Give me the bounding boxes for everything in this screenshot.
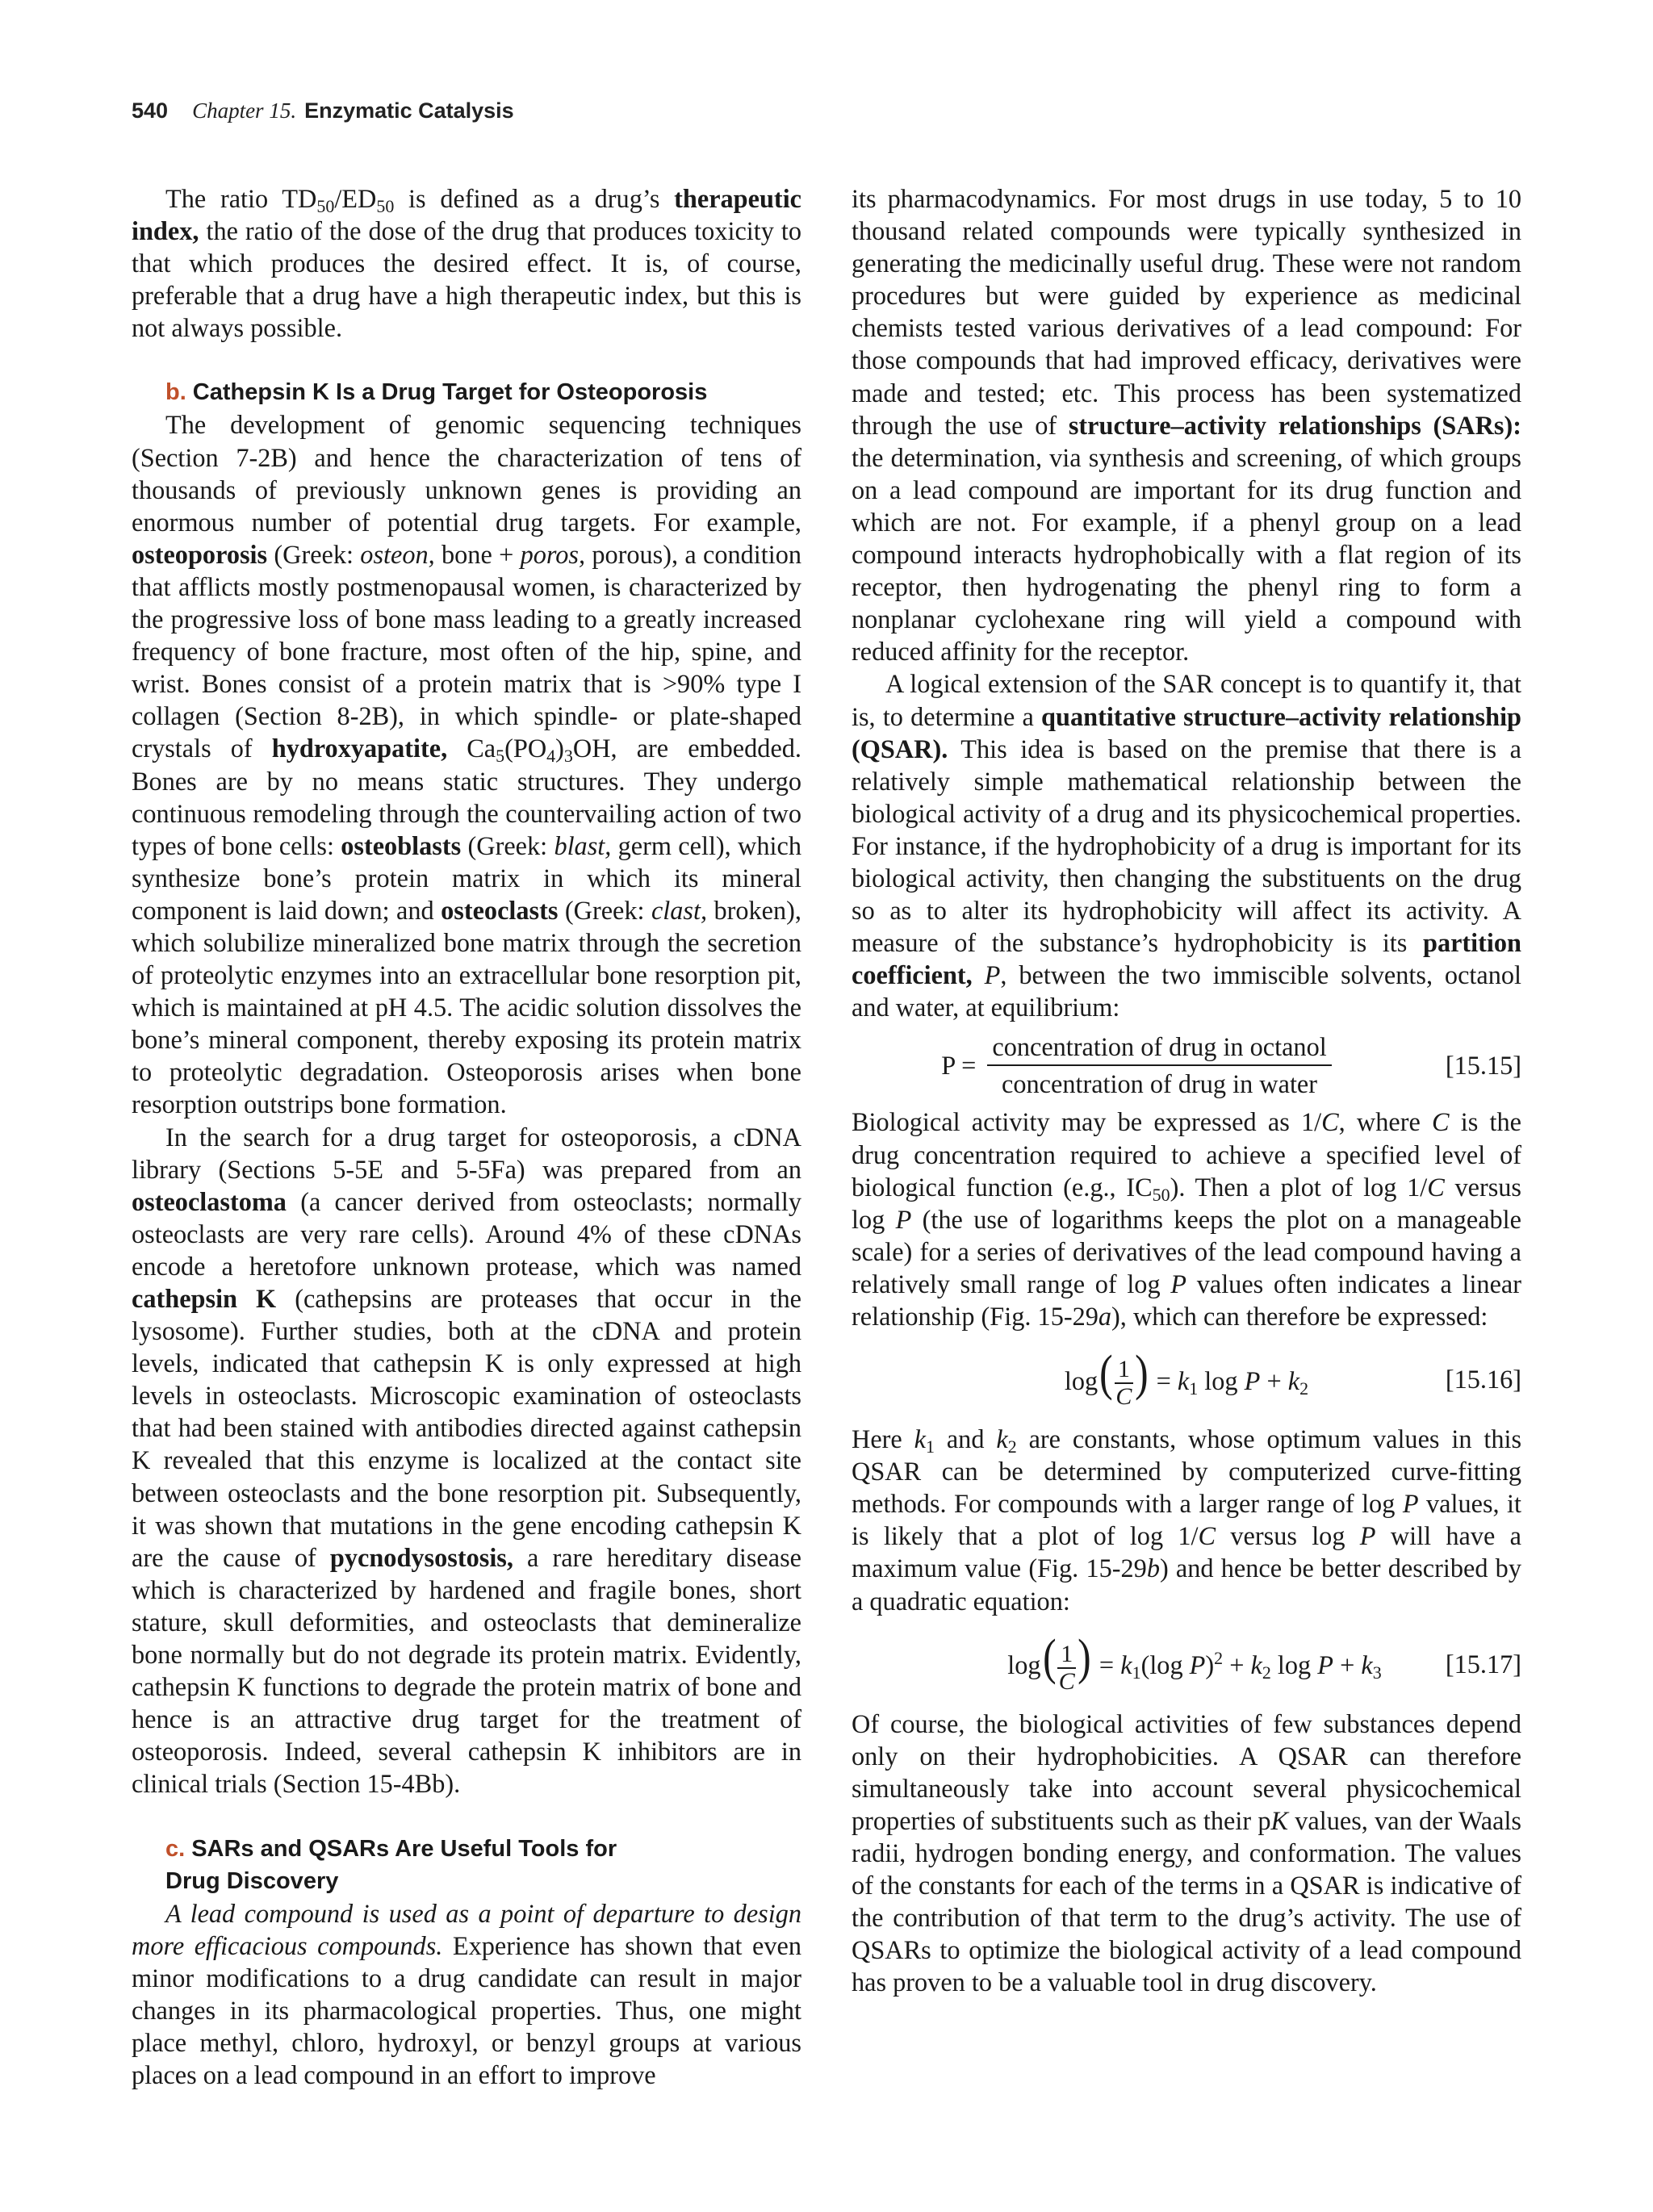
paragraph-lead-compound: A lead compound is used as a point of departure to design more efficacious compounds. Experience has shown that even minor modifications to a drug candidate can result in major changes in its pharmacological properties. Thus, one might place methyl, chloro, hydroxyl, or benzyl groups at various places on a lead compound in an effort to improve — [132, 1898, 801, 2089]
section-title-c-line2: Drug Discovery — [165, 1867, 339, 1894]
paragraph-sar: its pharmacodynamics. For most drugs in use today, 5 to 10 thousand related compounds were typically synthesized in generating the medicinally useful drug. These were not random procedures but were guided by experience as medicinal chemists tested various derivatives of a lead compound: For those compounds that had improved efficacy, derivatives were made and tested; etc. This process has been systematized through the use of structure–activity relationships (SARs): the determination, via synthesis and screening, of which groups on a lead compound are important for its drug function and which are not. For example, if a phenyl group on a lead compound interacts hydrophobically with a flat region of its receptor, then hydrogenating the phenyl ring to form a nonplanar cyclohexane ring will yield a compound with reduced affinity for the receptor. — [852, 184, 1521, 667]
equation-15-15 — [852, 1031, 1521, 1099]
paragraph-osteoporosis: The development of genomic sequencing techniques (Section 7-2B) and hence the characterization of tens of thousands of previously unknown genes is providing an enormous number of potential drug targets. For example, osteoporosis (Greek: osteon, bone + poros, porous), a condition that afflicts mostly postmenopausal women, is characterized by the progressive loss of bone mass leading to a greatly increased frequency of bone fracture, most often of the hip, spine, and wrist. Bones consist of a protein matrix that is >90% type I collagen (Section 8-2B), in which spindle- or plate-shaped crystals of hydroxyapatite, $Ca_5(PO_4)_3OH$, are embedded. Bones are by no means static structures. They undergo continuous remodeling through the countervailing action of two types of bone cells: osteoblasts (Greek: blast, germ cell), which synthesize bone’s protein matrix in which its mineral component is laid down; and osteoclasts (Greek: clast, broken), which solubilize mineralized bone matrix through the secretion of proteolytic enzymes into an extracellular bone resorption pit, which is maintained at pH 4.5. The acidic solution dissolves the bone’s mineral component, thereby exposing its protein matrix to proteolytic degradation. Osteoporosis arises when bone resorption outstrips bone formation. — [132, 410, 801, 1119]
running-head — [132, 98, 514, 131]
page-number: 540 — [132, 98, 169, 123]
section-heading-b — [132, 376, 801, 408]
equation-15-17 — [852, 1624, 1521, 1704]
section-label-b: b. — [165, 379, 186, 406]
section-title-b: Cathepsin K Is a Drug Target for Osteoporosis — [192, 379, 708, 406]
section-title-c-line1: SARs and QSARs Are Useful Tools for — [191, 1835, 617, 1862]
equation-lhs: P = — [941, 1051, 977, 1081]
equation-number: [15.17] — [1445, 1649, 1521, 1679]
paragraph-qsar: A logical extension of the SAR concept is to quantify it, that is, to determine a quantitative structure–activity relationship (QSAR). This idea is based on the premise that there is a relatively simple mathematical relationship between the biological activity of a drug and its physicochemical properties. For instance, if the hydrophobicity of a drug is important for its biological activity, then changing the substituents on the drug so as to alter its hydrophobicity will affect its activity. A measure of the substance’s hydrophobicity is its partition coefficient, P, between the two immiscible solvents, octanol and water, at equilibrium: — [852, 669, 1522, 1022]
paragraph-therapeutic-index: The ratio $TD_{50}/ED_{50}$ is defined as a drug’s therapeutic index, the ratio of the dose of the drug that produces toxicity to that which produces the desired effect. It is, of course, preferable that a drug have a high therapeutic index, but this is not always possible. — [132, 184, 801, 343]
equation-body: log( $\frac{1}{C}$ ) = $k_1$ $\log P + k_2$ — [1064, 1345, 1309, 1411]
section-label-c: c. — [165, 1835, 186, 1862]
chapter-title: Enzymatic Catalysis — [304, 98, 514, 123]
equation-number: [15.15] — [1445, 1051, 1521, 1081]
section-heading-c-line2 — [132, 1865, 801, 1897]
paragraph-biological-activity: Biological activity may be expressed as 1/C, where C is the drug concentration required to achieve a specified level of biological function (e.g., $IC_{50}$). Then a plot of log 1/C versus log P (the use of logarithms keeps the plot on a manageable scale) for a series of derivatives of the lead compound having a relatively small range of log P values often indicates a linear relationship (Fig. 15-29a), which can therefore be expressed: — [852, 1107, 1522, 1331]
paragraph-conclusion: Of course, the biological activities of few substances depend only on their hydrophobicities. A QSAR can therefore simultaneously take into account several physicochemical properties of substituents such as their pK values, van der Waals radii, hydrogen bonding energy, and conformation. The values of the constants for each of the terms in a QSAR is indicative of the contribution of that term to the drug’s activity. The use of QSARs to optimize the biological activity of a lead compound has proven to be a valuable tool in drug discovery. — [852, 1708, 1521, 1997]
right-column — [852, 182, 1521, 1999]
equation-15-16 — [852, 1339, 1521, 1420]
equation-body: log( $\frac{1}{C}$ ) = $k_1(\log$ $P)^2 + k_2$ $\log P + k_3$ — [1007, 1630, 1382, 1695]
fraction-denominator: concentration of drug in water — [1002, 1069, 1318, 1099]
chapter-label: Chapter 15. — [192, 98, 297, 123]
section-heading-c — [132, 1833, 801, 1865]
fraction-numerator: concentration of drug in octanol — [987, 1031, 1331, 1066]
partition-coefficient-fraction — [987, 1031, 1331, 1100]
paragraph-constants: Here $k_1$ and $k_2$ are constants, whose optimum values in this QSAR can be determined by computerized curve-fitting methods. For compounds with a larger range of log P values, it is likely that a plot of log 1/C versus log P will have a maximum value (Fig. 15-29b) and hence be better described by a quadratic equation: — [852, 1424, 1522, 1616]
paragraph-cathepsin-k: In the search for a drug target for osteoporosis, a cDNA library (Sections 5-5E and 5-5Fa) was prepared from an osteoclastoma (a cancer derived from osteoclasts; normally osteoclasts are very rare cells). Around 4% of these cDNAs encode a heretofore unknown protease, which was named cathepsin K (cathepsins are proteases that occur in the lysosome). Further studies, both at the cDNA and protein levels, indicated that cathepsin K is only expressed at high levels in osteoclasts. Microscopic examination of osteoclasts that had been stained with antibodies directed against cathepsin K revealed that this enzyme is localized at the contact site between osteoclasts and the bone resorption pit. Subsequently, it was shown that mutations in the gene encoding cathepsin K are the cause of pycnodysostosis, a rare hereditary disease which is characterized by hardened and fragile bones, short stature, skull deformities, and osteoclasts that demineralize bone normally but do not degrade its protein matrix. Evidently, cathepsin K functions to degrade the protein matrix of bone and hence is an attractive drug target for the treatment of osteoporosis. Indeed, several cathepsin K inhibitors are in clinical trials (Section 15-4Bb). — [132, 1122, 801, 1799]
equation-number: [15.16] — [1445, 1365, 1521, 1395]
left-column — [132, 182, 801, 2091]
